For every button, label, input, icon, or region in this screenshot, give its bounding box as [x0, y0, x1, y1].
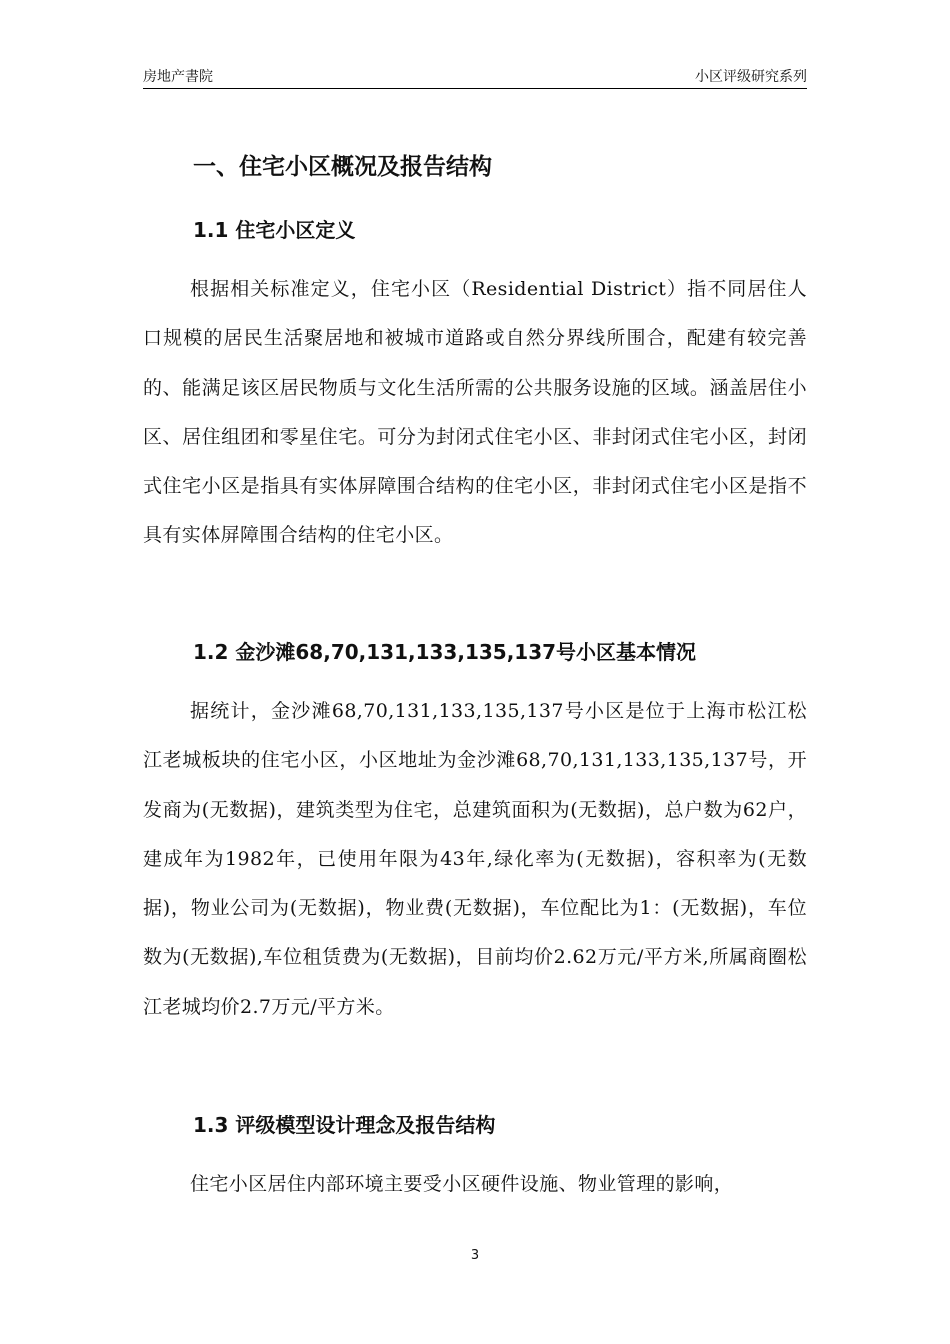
paragraph-definition: 根据相关标准定义，住宅小区（Residential District）指不同居住人口规模的居民生活聚居地和被城市道路或自然分界线所围合，配建有较完善的、能满足该区居民物质与文化生活所需的公共服务设施的区域。涵盖居住小区、居住组团和零星住宅。可分为封闭式住宅小区、非封闭式住宅小区，封闭式住宅小区是指具有实体屏障围合结构的住宅小区，非封闭式住宅小区是指不具有实体屏障围合结构的住宅小区。: [143, 278, 807, 547]
paragraph-model-design: 住宅小区居住内部环境主要受小区硬件设施、物业管理的影响，: [190, 1173, 734, 1195]
paragraph-basic-info: 据统计，金沙滩68,70,131,133,135,137号小区是位于上海市松江松江老城板块的住宅小区，小区地址为金沙滩68,70,131,133,135,137号，开发商为(无数据)，建筑类型为住宅，总建筑面积为(无数据)，总户数为62户，建成年为1982年，已使用年限为43年,绿化率为(无数据)，容积率为(无数据)，物业公司为(无数据)，物业费(无数据)，车位配比为1：(无数据)，车位数为(无数据),车位租赁费为(无数据)，目前均价2.62万元/平方米,所属商圈松江老城均价2.7万元/平方米。: [143, 700, 807, 1018]
section-title: 一、住宅小区概况及报告结构: [193, 154, 492, 180]
page-number: 3: [470, 1248, 480, 1263]
header-publisher: 房地产書院: [143, 69, 213, 85]
header-series-title: 小区评级研究系列: [695, 69, 807, 85]
subsection-title-model-design: 1.3 评级模型设计理念及报告结构: [193, 1113, 496, 1137]
subsection-title-definition: 1.1 住宅小区定义: [193, 218, 356, 242]
subsection-title-basic-info: 1.2 金沙滩68,70,131,133,135,137号小区基本情况: [193, 640, 697, 664]
page-header: [143, 66, 807, 89]
